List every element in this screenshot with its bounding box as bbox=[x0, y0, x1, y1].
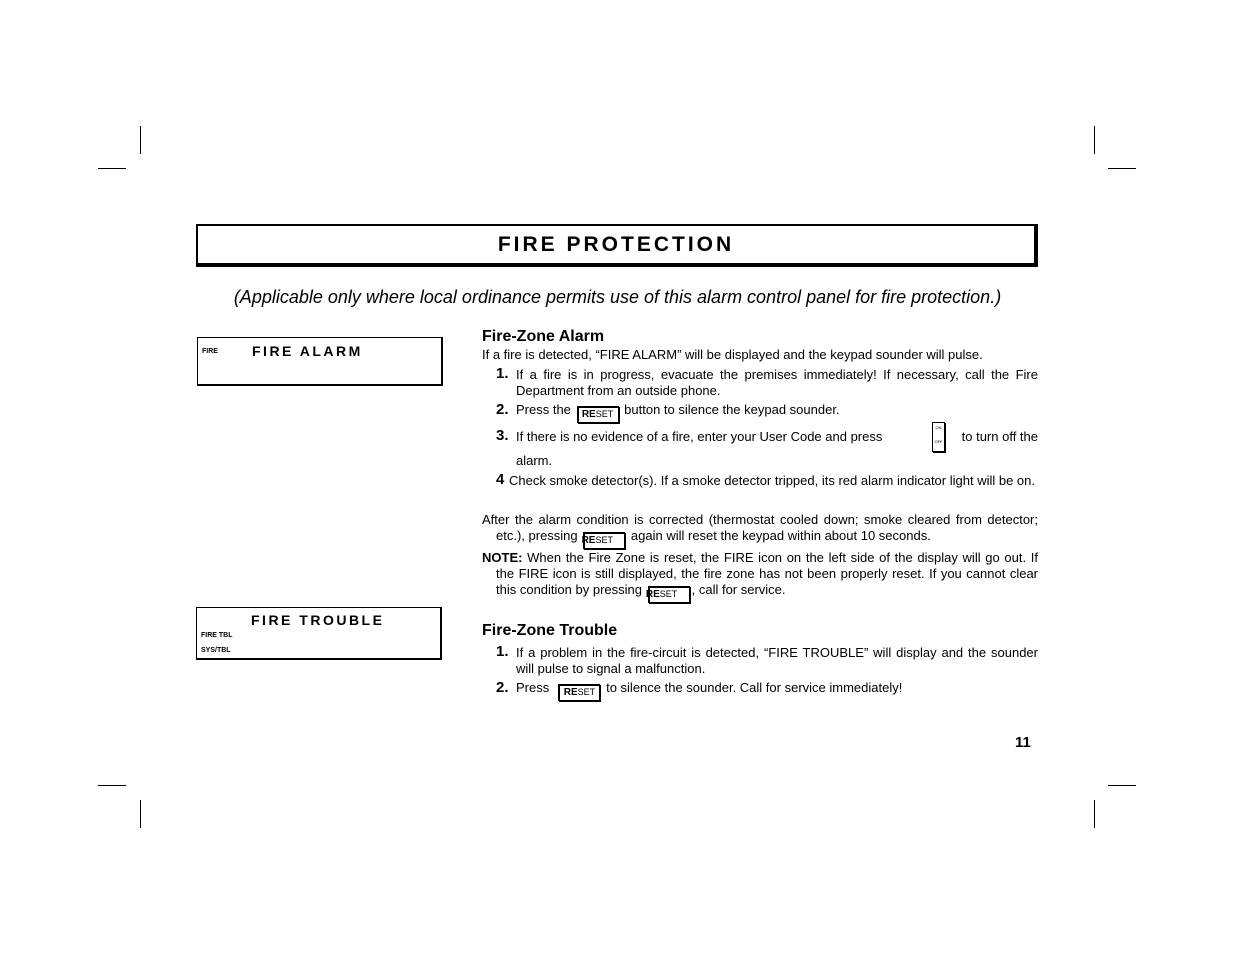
alarm-step-3-text: alarm. bbox=[516, 453, 553, 468]
alarm-step-3-text: to turn off the bbox=[961, 429, 1038, 444]
alarm-step-4-text: Check smoke detector(s). If a smoke detector tripped, its red alarm indicator light will be on. bbox=[509, 473, 1035, 488]
trouble-step-2 bbox=[516, 680, 1038, 698]
reset-key-icon bbox=[645, 586, 690, 603]
sys-tbl-annunciator: SYS/TBL bbox=[201, 647, 231, 654]
applicability-note: (Applicable only where local ordinance permits use of this alarm control panel for fire protection.) bbox=[233, 287, 1002, 307]
alarm-step-2-text: Press the bbox=[516, 402, 571, 417]
reset-key-icon bbox=[583, 532, 625, 549]
reset-key-label: SET bbox=[659, 589, 678, 599]
note-paragraph bbox=[482, 550, 1038, 600]
alarm-step-3-text: If there is no evidence of a fire, enter your User Code and press bbox=[516, 429, 883, 444]
after-text: After the alarm condition is corrected (thermostat cooled down; smoke cleared from detector; etc.), pressing bbox=[482, 512, 1038, 543]
alarm-step-2 bbox=[516, 402, 1038, 420]
after-correction-paragraph bbox=[482, 512, 1038, 546]
page-title: FIRE PROTECTION bbox=[497, 232, 735, 256]
page-number: 11 bbox=[1015, 734, 1031, 751]
keypad-display-fire-alarm bbox=[197, 337, 443, 386]
step-number: 4 bbox=[496, 471, 505, 488]
on-off-key-icon bbox=[932, 422, 945, 452]
crop-mark bbox=[98, 168, 126, 169]
trouble-step-2-text: Press bbox=[516, 680, 550, 695]
step-number: 2. bbox=[496, 401, 509, 418]
step-number: 3. bbox=[496, 427, 509, 444]
reset-key-label: RE bbox=[581, 535, 596, 546]
crop-mark bbox=[1108, 785, 1136, 786]
reset-key-icon bbox=[558, 684, 600, 701]
trouble-step-2-text: to silence the sounder. Call for service immediately! bbox=[606, 680, 903, 695]
alarm-step-2-text: button to silence the keypad sounder. bbox=[624, 402, 840, 417]
crop-mark bbox=[1094, 126, 1095, 154]
note-label: NOTE: bbox=[482, 550, 523, 565]
alarm-intro: If a fire is detected, “FIRE ALARM” will be displayed and the keypad sounder will pulse. bbox=[482, 347, 983, 362]
fire-tbl-annunciator: FIRE TBL bbox=[201, 632, 233, 639]
reset-key-label: RE bbox=[581, 409, 596, 420]
fire-zone-trouble-heading: Fire-Zone Trouble bbox=[482, 622, 618, 639]
on-off-key-label: OFF bbox=[934, 439, 943, 444]
alarm-step-4 bbox=[509, 473, 1038, 489]
note-text: , call for service. bbox=[691, 582, 786, 597]
crop-mark bbox=[140, 800, 141, 828]
step-number: 2. bbox=[496, 679, 509, 696]
fire-annunciator: FIRE bbox=[202, 348, 218, 355]
display-message: FIRE ALARM bbox=[252, 343, 363, 359]
display-message: FIRE TROUBLE bbox=[251, 612, 385, 628]
crop-mark bbox=[98, 785, 126, 786]
alarm-step-1: If a fire is in progress, evacuate the premises immediately! If necessary, call the Fire Department from an outside phone. bbox=[516, 367, 1038, 398]
crop-mark bbox=[1108, 168, 1136, 169]
section-title-box bbox=[196, 224, 1038, 267]
trouble-step-1: If a problem in the fire-circuit is detected, “FIRE TROUBLE” will display and the sounder will pulse to signal a malfunction. bbox=[516, 645, 1038, 676]
reset-key-label: RE bbox=[563, 687, 578, 698]
reset-key-label: SET bbox=[595, 409, 614, 419]
note-text: When the Fire Zone is reset, the FIRE icon on the left side of the display will go out. If the FIRE icon is still displayed, the fire zone has not been properly reset. If you cannot clear this condition by pressing bbox=[496, 550, 1038, 597]
keypad-display-fire-trouble bbox=[196, 607, 442, 660]
reset-key-label: RE bbox=[645, 589, 660, 600]
reset-key-label: SET bbox=[577, 687, 596, 697]
crop-mark bbox=[140, 126, 141, 154]
fire-zone-alarm-heading: Fire-Zone Alarm bbox=[482, 328, 605, 345]
step-number: 1. bbox=[496, 365, 509, 382]
reset-key-icon bbox=[577, 406, 619, 423]
on-off-key-label: ON bbox=[935, 425, 942, 430]
after-text: again will reset the keypad within about 10 seconds. bbox=[630, 528, 931, 543]
crop-mark bbox=[1094, 800, 1095, 828]
step-number: 1. bbox=[496, 643, 509, 660]
reset-key-label: SET bbox=[595, 535, 613, 545]
